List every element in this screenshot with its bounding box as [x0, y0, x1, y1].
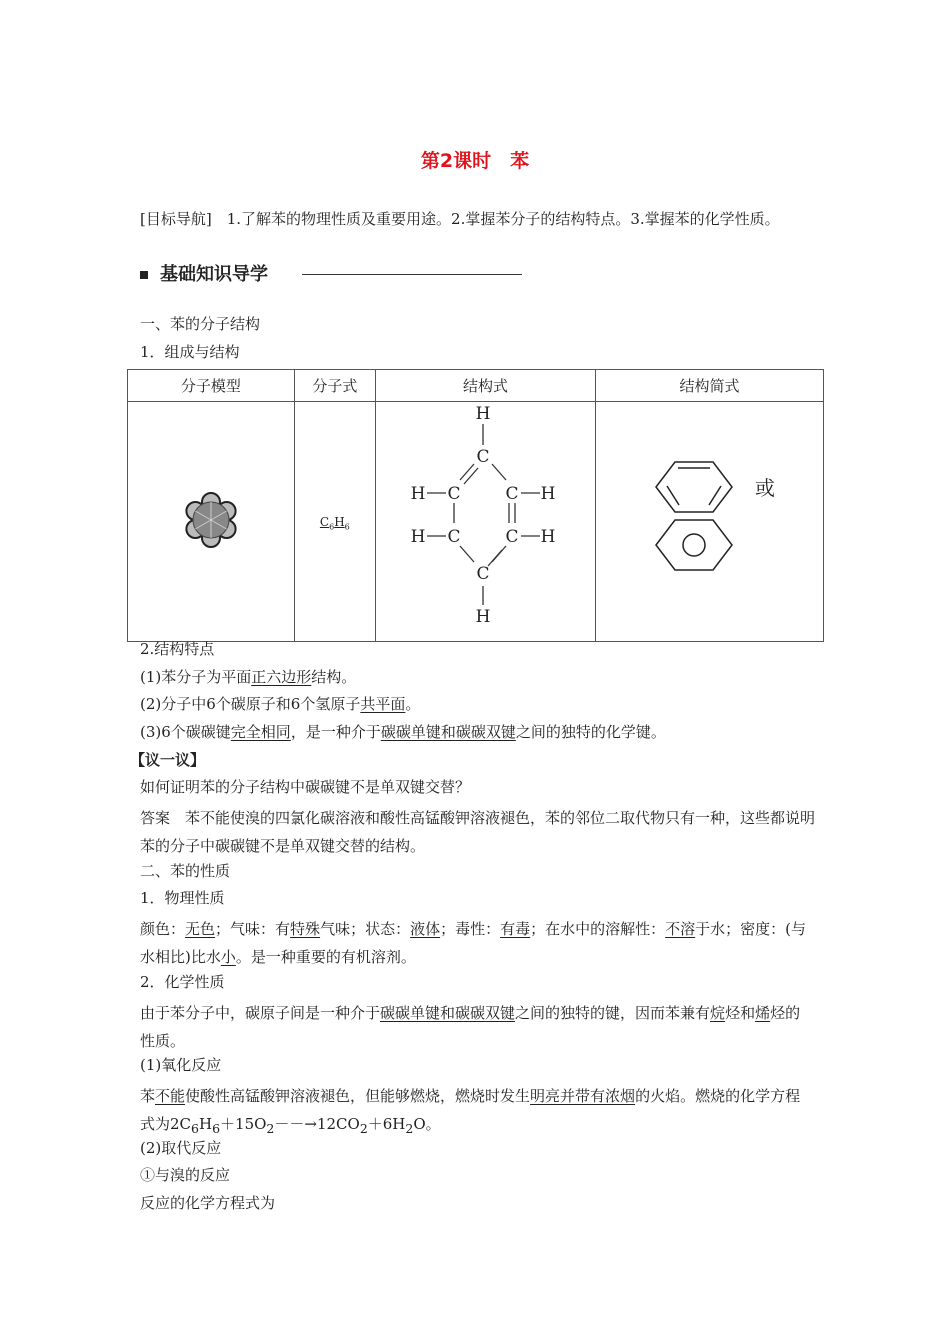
part1-heading: 一、苯的分子结构 [140, 315, 261, 333]
composition-heading: 1．组成与结构 [140, 343, 240, 361]
discuss-answer: 答案 苯不能使溴的四氯化碳溶液和酸性高锰酸钾溶液褪色，苯的邻位二取代物只有一种，这些都说明苯的分子中碳碳键不是单双键交替的结构。 [140, 809, 816, 855]
simplified-formula-cell [596, 402, 824, 642]
physical-properties-heading: 1．物理性质 [140, 889, 225, 907]
oxidation-heading: (1)氧化反应 [140, 1056, 222, 1074]
discuss-label: 【议一议】 [130, 751, 206, 769]
atom-label: C [476, 447, 490, 467]
atom-label: C [447, 484, 461, 504]
objectives-text: 1.了解苯的物理性质及重要用途。2.掌握苯分子的结构特点。3.掌握苯的化学性质。 [226, 210, 780, 228]
part2-heading: 二、苯的性质 [140, 862, 231, 880]
col-header-simplified: 结构简式 [596, 370, 824, 402]
atom-label: H [540, 527, 556, 547]
atom-label: C [505, 527, 519, 547]
structural-formula-cell [375, 402, 595, 642]
section-heading-text: 基础知识导学 [160, 264, 268, 285]
structure-table [127, 369, 824, 642]
col-header-model: 分子模型 [128, 370, 295, 402]
discuss-question: 如何证明苯的分子结构中碳碳键不是单双键交替？ [140, 778, 471, 796]
features-heading: 2.结构特点 [140, 640, 215, 658]
atom-label: C [505, 484, 519, 504]
feature-2: (2)分子中6个碳原子和6个氢原子共平面。 [140, 695, 421, 713]
col-header-formula: 分子式 [294, 370, 375, 402]
atom-label: C [476, 564, 490, 584]
page-title: 第2课时 苯 [420, 150, 530, 172]
bromine-reaction-heading: ①与溴的反应 [140, 1166, 231, 1184]
or-label: 或 [755, 476, 775, 500]
atom-label: H [410, 484, 426, 504]
molecular-formula-cell [294, 402, 375, 642]
square-bullet-icon [140, 271, 148, 279]
physical-properties: 颜色：无色；气味：有特殊气味；状态：液体；毒性：有毒；在水中的溶解性：不溶于水；密度：(与水相比)比水小。是一种重要的有机溶剂。 [140, 920, 807, 966]
atom-label: H [410, 527, 426, 547]
col-header-structural: 结构式 [375, 370, 595, 402]
learning-objectives [140, 206, 815, 233]
molecular-formula: $C_6H_6$ [319, 514, 350, 532]
chemical-properties-heading: 2．化学性质 [140, 973, 225, 991]
feature-1: (1)苯分子为平面正六边形结构。 [140, 668, 357, 686]
atom-label: H [475, 607, 491, 627]
objectives-label: [目标导航] [140, 210, 212, 228]
chemical-properties: 由于苯分子中，碳原子间是一种介于碳碳单键和碳碳双键之间的独特的键，因而苯兼有烷烃和烯烃的性质。 [140, 1004, 801, 1050]
oxidation-text: 苯不能使酸性高锰酸钾溶液褪色，但能够燃烧，燃烧时发生明亮并带有浓烟的火焰。燃烧的化学方程式为$2C_6H_6+15O_2--\to 12CO_2+6H_2O$。 [140, 1087, 801, 1136]
simplified-formula-diagram [596, 402, 823, 637]
feature-3: (3)6个碳碳键完全相同，是一种介于碳碳单键和碳碳双键之间的独特的化学键。 [140, 723, 666, 741]
molecule-model-cell [128, 402, 295, 642]
atom-label: H [475, 404, 491, 424]
benzene-model-icon [176, 485, 246, 555]
structural-formula-diagram [376, 402, 595, 637]
atom-label: C [447, 527, 461, 547]
substitution-heading: (2)取代反应 [140, 1139, 222, 1157]
section-rule [302, 274, 522, 275]
equation-intro: 反应的化学方程式为 [140, 1194, 276, 1212]
atom-label: H [540, 484, 556, 504]
